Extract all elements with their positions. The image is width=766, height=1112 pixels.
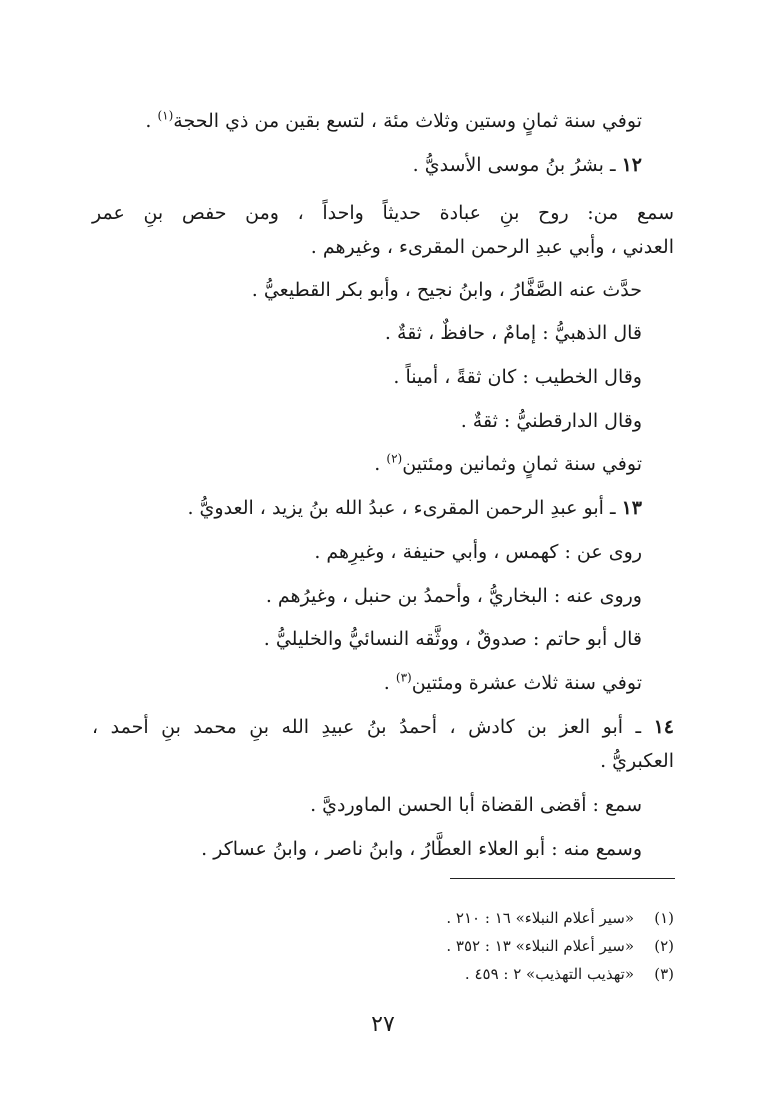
- text-line: [266, 581, 642, 611]
- text-line: [310, 790, 642, 820]
- entry-heading: [187, 493, 642, 523]
- line-text: وسمع منه : أبو العلاء العطَّارُ ، وابنُ ناصر ، وابنُ عساكر .: [201, 838, 642, 860]
- entry-title: ـ أبو عبدِ الرحمن المقرىء ، عبدُ الله بنُ يزيد ، العدويُّ .: [187, 497, 622, 519]
- line-tail: .: [383, 672, 396, 694]
- footnote-text: «سير أعلام النبلاء» ١٦ : ٢١٠ .: [446, 909, 634, 927]
- footnote: [446, 935, 674, 957]
- line-text: وقال الدارقطنيُّ : ثقةٌ .: [460, 410, 642, 432]
- text-line: [384, 668, 642, 698]
- entry-title: ـ أبو العز بن كادش ، أحمدُ بنُ عبيدِ الله بنِ محمد بنِ أحمد ،: [92, 716, 654, 738]
- text-line: [600, 746, 674, 776]
- text-line: [252, 275, 642, 305]
- text-line: [264, 624, 642, 654]
- line-text: العدني ، وأبي عبدِ الرحمن المقرىء ، وغيرهم .: [310, 236, 674, 258]
- footnote-separator: [450, 878, 675, 879]
- footnote-number: (٣): [654, 965, 674, 983]
- text-line: [385, 318, 642, 348]
- entry-heading: [413, 150, 642, 180]
- line-text: قال أبو حاتم : صدوقٌ ، ووثَّقه النسائيُّ والخليليُّ .: [263, 628, 642, 650]
- footnote-marker: (٣): [395, 670, 412, 685]
- line-text: توفي سنة ثلاث عشرة ومئتين: [411, 672, 642, 694]
- entry-number: ١٣: [621, 497, 642, 519]
- text-line: [92, 198, 674, 228]
- line-text: سمع من: روح بنِ عبادة حديثاً واحداً ، ومن حفص بنِ عمر: [92, 202, 674, 224]
- footnote-number: (١): [654, 909, 674, 927]
- line-text: سمع : أقضى القضاة أبا الحسن الماورديَّ .: [310, 794, 642, 816]
- text-line: [461, 406, 642, 436]
- footnote-marker: (١): [157, 108, 174, 123]
- line-text: العكبريُّ .: [600, 750, 674, 772]
- line-text: حدَّث عنه الصَّفَّارُ ، وابنُ نجيح ، وأبو بكر القطيعيُّ .: [251, 279, 642, 301]
- page-number: ٢٧: [371, 1012, 395, 1037]
- text-line: [374, 449, 642, 479]
- line-tail: .: [374, 453, 387, 475]
- entry-heading: [92, 712, 674, 742]
- line-tail: .: [145, 110, 158, 132]
- footnote-marker: (٢): [386, 451, 403, 466]
- text-line: [311, 232, 674, 262]
- footnote: [465, 963, 674, 985]
- footnote-text: «تهذيب التهذيب» ٢ : ٤٥٩ .: [464, 965, 634, 983]
- line-text: وروى عنه : البخاريُّ ، وأحمدُ بن حنبل ، وغيرُهم .: [265, 585, 642, 607]
- text-line: [145, 106, 642, 136]
- footnote-number: (٢): [654, 937, 674, 955]
- line-text: توفي سنة ثمانٍ وستين وثلاث مئة ، لتسع بقين من ذي الحجة: [173, 110, 642, 132]
- line-text: وقال الخطيب : كان ثقةً ، أميناً .: [393, 366, 642, 388]
- line-text: روى عن : كهمس ، وأبي حنيفة ، وغيرِهم .: [314, 541, 642, 563]
- entry-title: ـ بشرُ بنُ موسى الأسديُّ .: [412, 154, 622, 176]
- entry-number: ١٤: [653, 716, 674, 738]
- line-text: قال الذهبيُّ : إمامٌ ، حافظٌ ، ثقةٌ .: [384, 322, 642, 344]
- footnote-text: «سير أعلام النبلاء» ١٣ : ٣٥٢ .: [446, 937, 634, 955]
- text-line: [314, 537, 642, 567]
- entry-number: ١٢: [621, 154, 642, 176]
- text-line: [201, 834, 642, 864]
- line-text: توفي سنة ثمانٍ وثمانين ومئتين: [402, 453, 642, 475]
- text-line: [393, 362, 642, 392]
- footnote: [446, 907, 674, 929]
